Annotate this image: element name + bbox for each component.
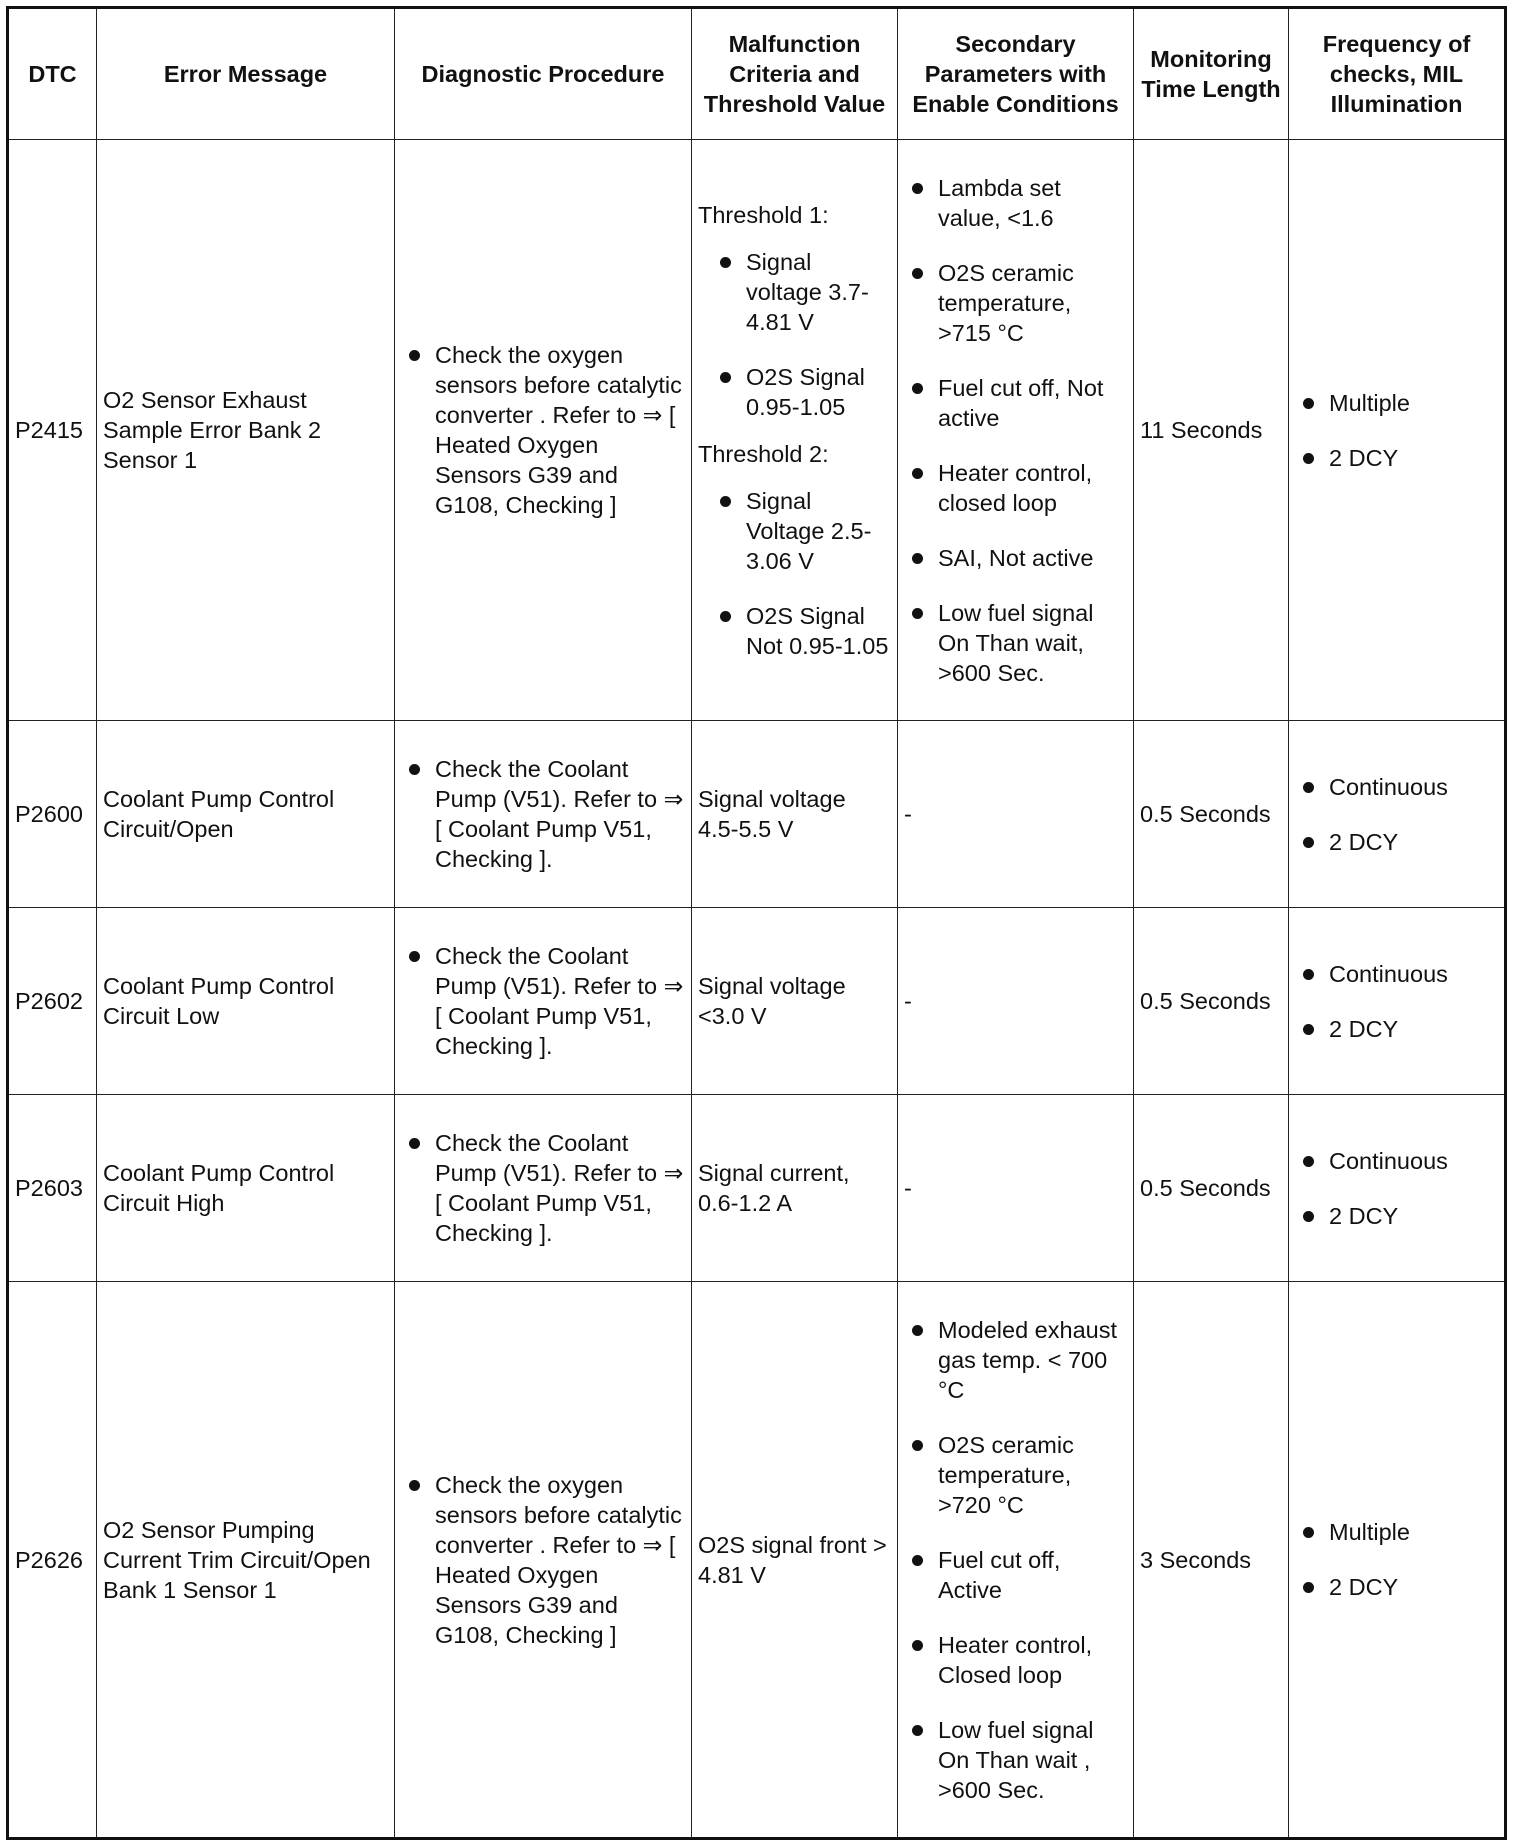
- procedure-bullet: Check the Coolant Pump (V51). Refer to ⇒ [ Coolant Pump V51, Checking ].: [401, 1128, 685, 1248]
- header-monitoring-time: Monitoring Time Length: [1134, 8, 1289, 140]
- threshold-label: Threshold 2:: [698, 440, 829, 467]
- malfunction-criteria: [692, 140, 898, 721]
- frequency-mil: [1289, 140, 1506, 721]
- secondary-bullet: O2S ceramic temperature, >720 °C: [904, 1430, 1127, 1520]
- header-secondary-parameters: Secondary Parameters with Enable Conditions: [898, 8, 1134, 140]
- malfunction-criteria: Signal current, 0.6-1.2 A: [692, 1095, 898, 1282]
- monitoring-time: 0.5 Seconds: [1134, 721, 1289, 908]
- secondary-bullet: Modeled exhaust gas temp. < 700 °C: [904, 1315, 1127, 1405]
- frequency-bullet: Continuous: [1295, 959, 1498, 989]
- table-row: [8, 1095, 1506, 1282]
- diagnostic-procedure: [395, 1095, 692, 1282]
- dtc-code: P2415: [8, 140, 97, 721]
- threshold-bullet: Signal voltage 3.7-4.81 V: [712, 247, 891, 337]
- malfunction-criteria: Signal voltage <3.0 V: [692, 908, 898, 1095]
- dtc-code: P2603: [8, 1095, 97, 1282]
- frequency-bullet: 2 DCY: [1295, 443, 1498, 473]
- frequency-bullet: 2 DCY: [1295, 1572, 1498, 1602]
- secondary-parameters: -: [898, 908, 1134, 1095]
- malfunction-criteria: Signal voltage 4.5-5.5 V: [692, 721, 898, 908]
- frequency-mil: [1289, 1095, 1506, 1282]
- secondary-bullet: SAI, Not active: [904, 543, 1127, 573]
- threshold-bullet: O2S Signal 0.95-1.05: [712, 362, 891, 422]
- procedure-bullet: Check the Coolant Pump (V51). Refer to ⇒ [ Coolant Pump V51, Checking ].: [401, 754, 685, 874]
- header-dtc: DTC: [8, 8, 97, 140]
- secondary-bullet: O2S ceramic temperature, >715 °C: [904, 258, 1127, 348]
- monitoring-time: 11 Seconds: [1134, 140, 1289, 721]
- monitoring-time: 0.5 Seconds: [1134, 908, 1289, 1095]
- secondary-parameters: -: [898, 1095, 1134, 1282]
- monitoring-time: 0.5 Seconds: [1134, 1095, 1289, 1282]
- header-malfunction-criteria: Malfunction Criteria and Threshold Value: [692, 8, 898, 140]
- frequency-mil: [1289, 908, 1506, 1095]
- header-error-message: Error Message: [97, 8, 395, 140]
- dtc-code: P2626: [8, 1282, 97, 1839]
- error-message: Coolant Pump Control Circuit High: [97, 1095, 395, 1282]
- malfunction-criteria: O2S signal front > 4.81 V: [692, 1282, 898, 1839]
- diagnostic-procedure: [395, 1282, 692, 1839]
- secondary-parameters: [898, 1282, 1134, 1839]
- procedure-bullet: Check the oxygen sensors before catalytic converter . Refer to ⇒ [ Heated Oxygen Sensors G39 and G108, Checking ]: [401, 1470, 685, 1650]
- frequency-bullet: 2 DCY: [1295, 827, 1498, 857]
- table-header-row: [8, 8, 1506, 140]
- secondary-bullet: Fuel cut off, Active: [904, 1545, 1127, 1605]
- secondary-bullet: Low fuel signal On Than wait, >600 Sec.: [904, 598, 1127, 688]
- diagnostic-procedure: [395, 721, 692, 908]
- error-message: Coolant Pump Control Circuit Low: [97, 908, 395, 1095]
- table-row: [8, 140, 1506, 721]
- header-frequency-mil: Frequency of checks, MIL Illumination: [1289, 8, 1506, 140]
- secondary-bullet: Heater control, Closed loop: [904, 1630, 1127, 1690]
- procedure-bullet: Check the oxygen sensors before catalytic converter . Refer to ⇒ [ Heated Oxygen Sensors G39 and G108, Checking ]: [401, 340, 685, 520]
- error-message: O2 Sensor Pumping Current Trim Circuit/Open Bank 1 Sensor 1: [97, 1282, 395, 1839]
- frequency-mil: [1289, 721, 1506, 908]
- dtc-document: [6, 6, 1507, 1840]
- monitoring-time: 3 Seconds: [1134, 1282, 1289, 1839]
- table-row: [8, 721, 1506, 908]
- error-message: Coolant Pump Control Circuit/Open: [97, 721, 395, 908]
- secondary-bullet: Fuel cut off, Not active: [904, 373, 1127, 433]
- frequency-mil: [1289, 1282, 1506, 1839]
- table-row: [8, 1282, 1506, 1839]
- secondary-bullet: Heater control, closed loop: [904, 458, 1127, 518]
- diagnostic-procedure: [395, 908, 692, 1095]
- threshold-label: Threshold 1:: [698, 201, 829, 228]
- secondary-parameters: [898, 140, 1134, 721]
- dtc-code: P2602: [8, 908, 97, 1095]
- frequency-bullet: Multiple: [1295, 388, 1498, 418]
- threshold-bullet: O2S Signal Not 0.95-1.05: [712, 601, 891, 661]
- frequency-bullet: Continuous: [1295, 772, 1498, 802]
- table-row: [8, 908, 1506, 1095]
- secondary-bullet: Low fuel signal On Than wait , >600 Sec.: [904, 1715, 1127, 1805]
- procedure-bullet: Check the Coolant Pump (V51). Refer to ⇒ [ Coolant Pump V51, Checking ].: [401, 941, 685, 1061]
- secondary-bullet: Lambda set value, <1.6: [904, 173, 1127, 233]
- dtc-table: [6, 6, 1507, 1840]
- frequency-bullet: 2 DCY: [1295, 1201, 1498, 1231]
- frequency-bullet: 2 DCY: [1295, 1014, 1498, 1044]
- frequency-bullet: Continuous: [1295, 1146, 1498, 1176]
- secondary-parameters: -: [898, 721, 1134, 908]
- header-diagnostic-procedure: Diagnostic Procedure: [395, 8, 692, 140]
- error-message: O2 Sensor Exhaust Sample Error Bank 2 Sensor 1: [97, 140, 395, 721]
- frequency-bullet: Multiple: [1295, 1517, 1498, 1547]
- threshold-bullet: Signal Voltage 2.5-3.06 V: [712, 486, 891, 576]
- diagnostic-procedure: [395, 140, 692, 721]
- dtc-code: P2600: [8, 721, 97, 908]
